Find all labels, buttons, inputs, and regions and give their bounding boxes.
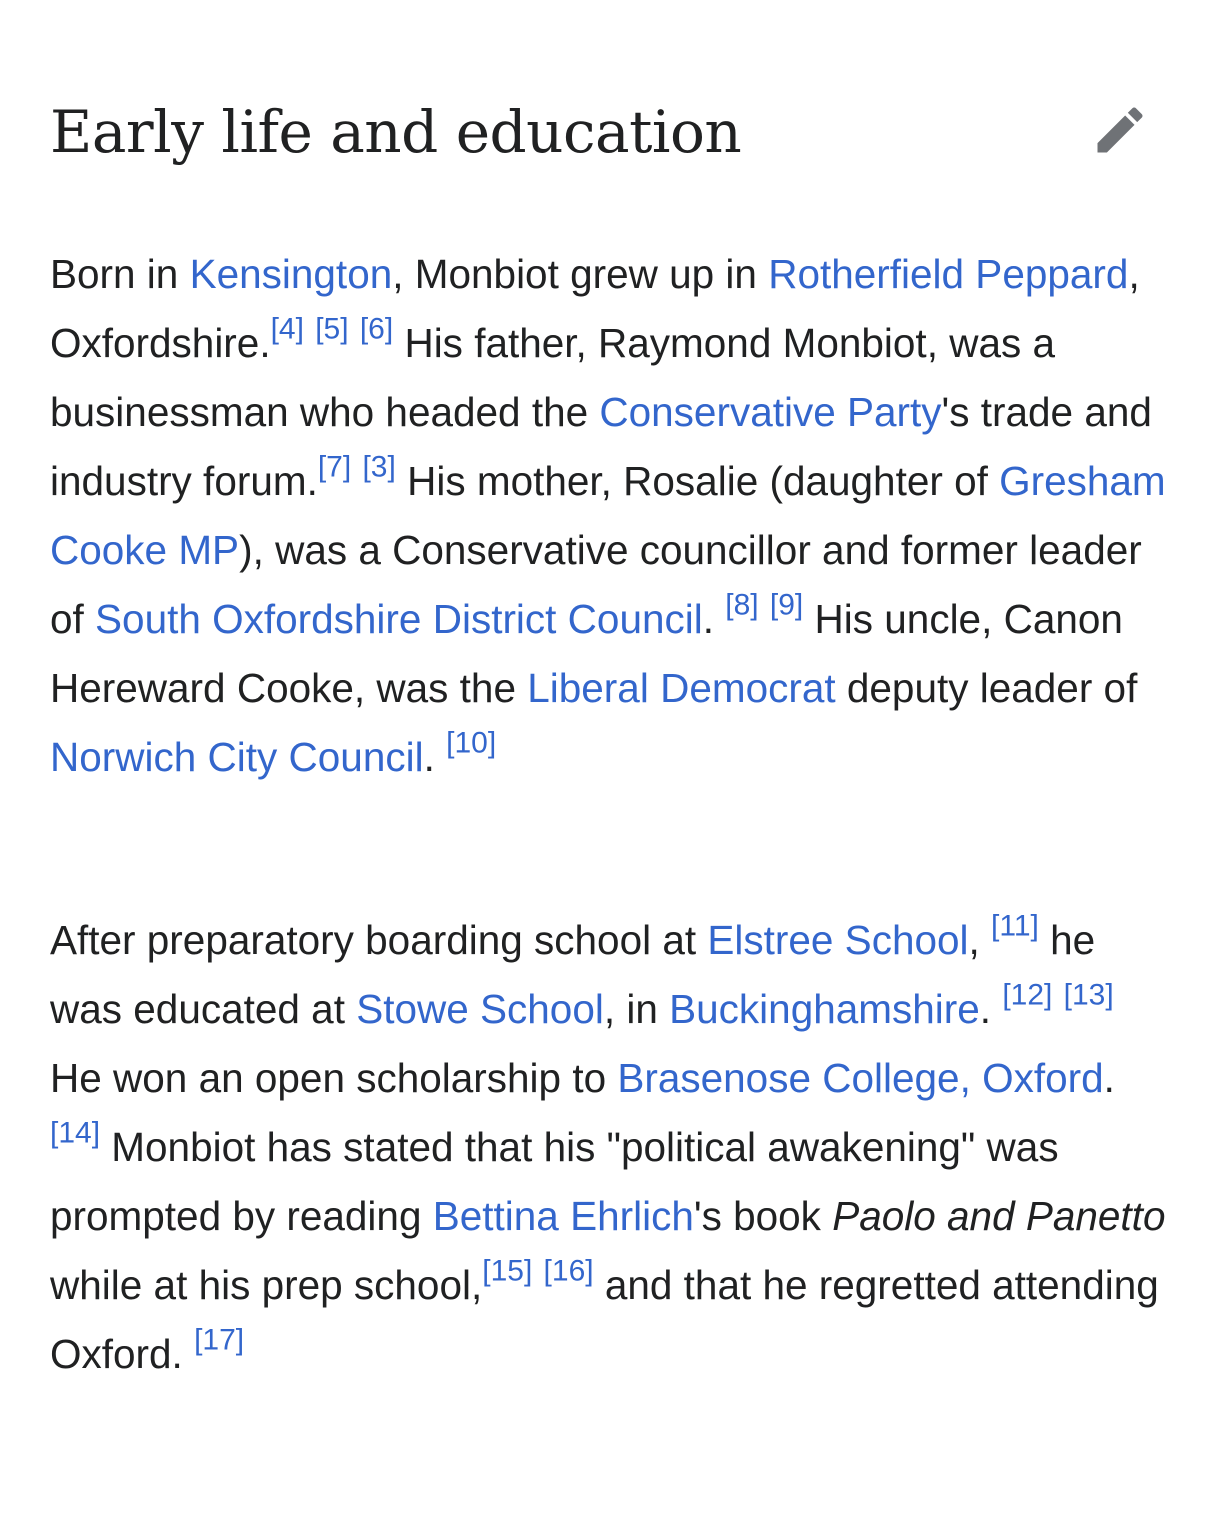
citation-12[interactable]: [12] xyxy=(1002,978,1053,1012)
text-run: , in xyxy=(603,986,670,1032)
text-run: , xyxy=(968,917,980,963)
text-run: while at his prep school, xyxy=(50,1262,483,1308)
citation-7[interactable]: [7] xyxy=(317,450,352,484)
citation-11[interactable]: [11] xyxy=(991,909,1039,943)
text-run: . xyxy=(702,596,715,642)
citation-6[interactable]: [6] xyxy=(359,312,394,346)
citation-17[interactable]: [17] xyxy=(194,1323,245,1357)
text-run: 's trade and industry forum. xyxy=(50,389,1152,504)
text-run: Monbiot has stated that his "political awakening" was prompted by reading xyxy=(50,1124,1059,1239)
citation-15[interactable]: [15] xyxy=(482,1254,533,1288)
text-run: . xyxy=(979,986,992,1032)
text-run: , Monbiot grew up in xyxy=(392,251,769,297)
link-elstree-school[interactable]: Elstree School xyxy=(707,917,969,963)
citation-16[interactable]: [16] xyxy=(543,1254,594,1288)
text-run: and that he regretted attending Oxford. xyxy=(50,1262,1159,1377)
text-run: he was educated at xyxy=(50,917,1096,1032)
citation-10[interactable]: [10] xyxy=(446,726,497,760)
text-run: 's book xyxy=(693,1193,833,1239)
text-run: Born in xyxy=(50,251,190,297)
text-run: , Oxfordshire. xyxy=(50,251,1140,366)
citation-3[interactable]: [3] xyxy=(362,450,396,484)
text-run: . xyxy=(423,734,435,780)
text-run: ), was a Conservative councillor and former leader of xyxy=(50,527,1142,642)
text-run: His father, Raymond Monbiot, was a businessman who headed the xyxy=(50,320,1055,435)
link-gresham-cooke[interactable]: Gresham Cooke MP xyxy=(50,458,1166,573)
pencil-icon[interactable] xyxy=(1090,100,1150,160)
citation-4[interactable]: [4] xyxy=(270,312,304,346)
text-run: deputy leader of xyxy=(835,665,1138,711)
link-south-oxfordshire-council[interactable]: South Oxfordshire District Council xyxy=(95,596,703,642)
citation-14[interactable]: [14] xyxy=(50,1116,101,1150)
link-stowe-school[interactable]: Stowe School xyxy=(356,986,604,1032)
link-conservative-party[interactable]: Conservative Party xyxy=(599,389,942,435)
section-header xyxy=(50,0,1170,200)
citation-5[interactable]: [5] xyxy=(315,312,349,346)
article-section xyxy=(50,0,1170,1377)
paragraph-education xyxy=(50,906,1170,1389)
text-run: After preparatory boarding school at xyxy=(50,917,708,963)
text-run: . xyxy=(1103,1055,1115,1101)
book-title: Paolo and Panetto xyxy=(832,1193,1166,1239)
text-run: He won an open scholarship to xyxy=(50,1055,618,1101)
section-title: Early life and education xyxy=(50,98,742,166)
link-buckinghamshire[interactable]: Buckinghamshire xyxy=(669,986,980,1032)
link-norwich-city-council[interactable]: Norwich City Council xyxy=(50,734,424,780)
link-kensington[interactable]: Kensington xyxy=(189,251,393,297)
text-run: His mother, Rosalie (daughter of xyxy=(395,458,1000,504)
citation-8[interactable]: [8] xyxy=(725,588,759,622)
link-liberal-democrat[interactable]: Liberal Democrat xyxy=(527,665,836,711)
citation-13[interactable]: [13] xyxy=(1063,978,1114,1012)
citation-9[interactable]: [9] xyxy=(769,588,804,622)
paragraph-family xyxy=(50,240,1170,792)
link-bettina-ehrlich[interactable]: Bettina Ehrlich xyxy=(432,1193,694,1239)
text-run: His uncle, Canon Hereward Cooke, was the xyxy=(50,596,1123,711)
link-rotherfield-peppard[interactable]: Rotherfield Peppard xyxy=(768,251,1129,297)
link-brasenose-college[interactable]: Brasenose College, Oxford xyxy=(617,1055,1104,1101)
